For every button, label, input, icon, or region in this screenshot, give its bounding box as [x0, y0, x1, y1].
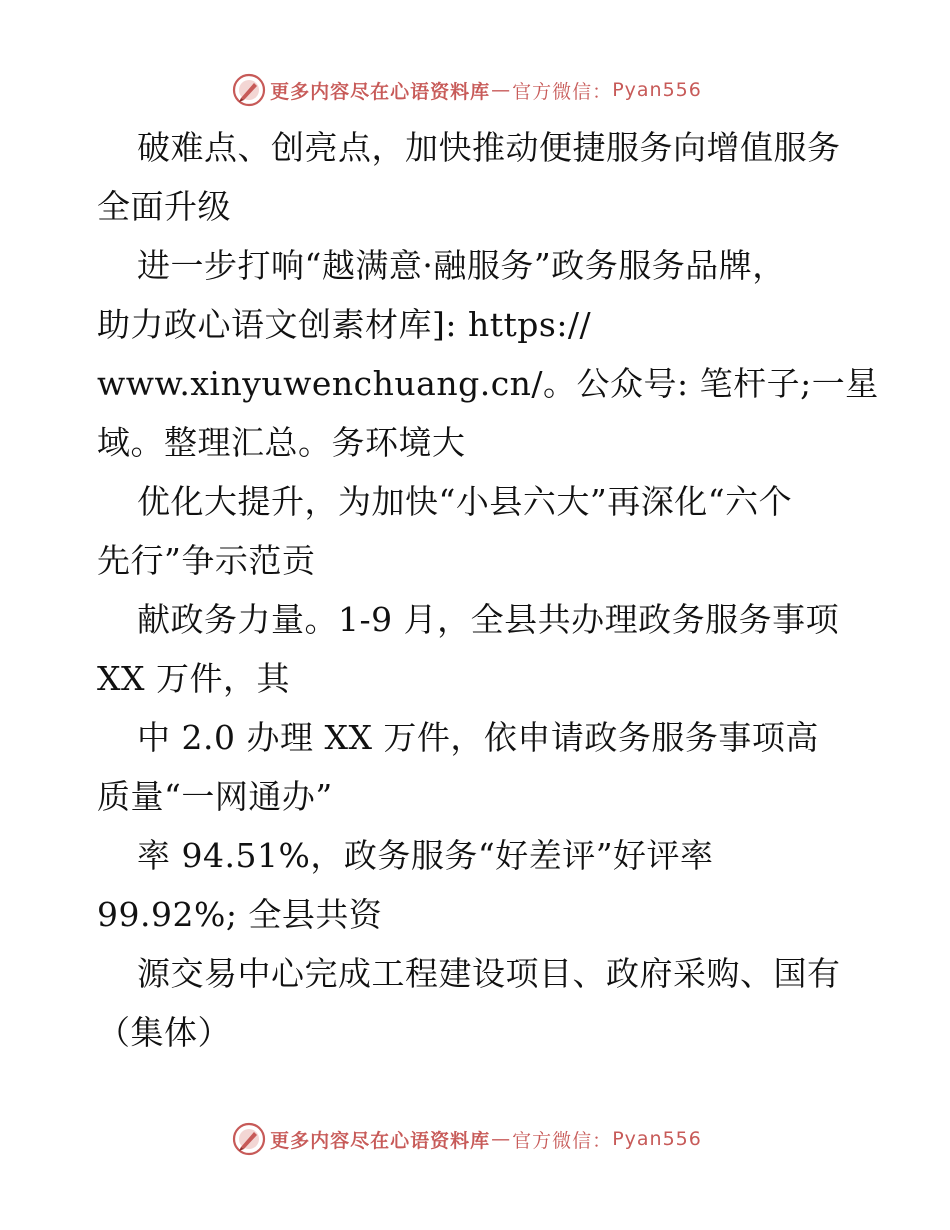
text-line: 进一步打响“越满意·融服务”政务服务品牌， — [137, 246, 786, 285]
text-line: 助力政心语文创素材库]: https:// — [97, 305, 592, 344]
text-line: （集体） — [97, 1013, 231, 1052]
pen-logo-icon — [232, 1122, 266, 1156]
watermark-contact-label: 官方微信： — [512, 80, 613, 103]
paragraph — [97, 708, 867, 826]
paragraph — [97, 118, 867, 236]
text-line: 率 94.51%，政务服务“好差评”好评率 — [137, 836, 714, 875]
watermark-contact-id: Pyan556 — [612, 79, 702, 101]
watermark-site-text: 更多内容尽在心语资料库 — [270, 1129, 491, 1152]
text-line: www.xinyuwenchuang.cn/。公众号: 笔杆子;一星 — [97, 364, 879, 403]
text-line: 优化大提升，为加快“小县六大”再深化“六个 — [137, 482, 793, 521]
text-line: 99.92%; 全县共资 — [97, 895, 383, 934]
text-line: 献政务力量。1-9 月，全县共办理政务服务事项 — [137, 600, 840, 639]
watermark-separator: — — [491, 79, 512, 101]
text-line: 中 2.0 办理 XX 万件，依申请政务服务事项高 — [137, 718, 819, 757]
header-watermark — [0, 70, 950, 110]
paragraph — [97, 472, 867, 590]
text-line: 质量“一网通办” — [97, 777, 333, 816]
pen-logo-icon — [232, 73, 266, 107]
text-line: XX 万件，其 — [97, 659, 290, 698]
text-line: 先行”争示范贡 — [97, 541, 316, 580]
watermark-separator: — — [491, 1128, 512, 1150]
paragraph — [97, 236, 879, 472]
watermark-site-text: 更多内容尽在心语资料库 — [270, 80, 491, 103]
document-body — [97, 118, 879, 1062]
watermark-contact-id: Pyan556 — [612, 1128, 702, 1150]
paragraph — [97, 826, 867, 944]
text-line: 域。整理汇总。务环境大 — [97, 423, 466, 462]
watermark-contact-label: 官方微信： — [512, 1129, 613, 1152]
text-line: 全面升级 — [97, 187, 231, 226]
text-line: 破难点、创亮点，加快推动便捷服务向增值服务 — [137, 128, 841, 167]
paragraph — [97, 944, 867, 1062]
footer-watermark — [0, 1119, 950, 1159]
paragraph — [97, 590, 867, 708]
text-line: 源交易中心完成工程建设项目、政府采购、国有 — [137, 954, 841, 993]
